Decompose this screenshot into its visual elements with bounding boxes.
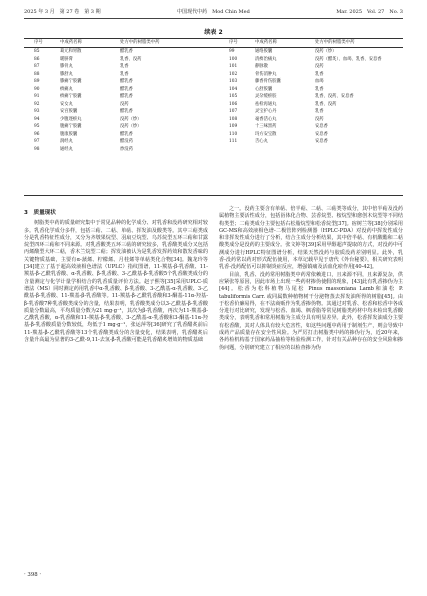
cell-name: 膝痛宁胶囊 [60,79,82,84]
table-row [219,108,409,116]
cell-proc: 安息香 [315,124,328,129]
cell-name: 腹康胶囊 [60,131,78,137]
cell-proc: 乳香 [315,71,324,77]
cell-proc: 没药（醋炙）、血竭、乳香、安息香 [315,56,382,62]
cell-proc: 没药 [120,101,129,107]
table-row [24,78,214,86]
cell-proc: 血竭 [315,79,324,84]
cell-no: 105 [229,94,238,99]
cell-proc: 醋乳香 [120,49,133,54]
cell-name: 玛方安宝散 [255,131,277,137]
cell-no: 85 [34,49,40,54]
table-row [24,63,214,71]
cell-name: 静脉散 [255,64,268,69]
cell-proc: 醋乳香 [120,86,133,92]
cell-proc: 醋乳香 [120,94,133,99]
cell-no: 107 [229,109,238,114]
table-row [24,86,214,94]
cell-proc: 乳香 [120,64,129,69]
cell-no: 92 [34,101,40,107]
table-row [219,78,409,86]
table-row [24,56,214,64]
cell-name: 安宫胶囊 [60,109,78,114]
cell-name: 暖脐膏 [60,56,73,62]
header-no: 序号 [229,40,238,45]
journal-issue-en: Mar. 2025 Vol. 27 No. 3 [336,9,403,15]
cell-proc: 乳香 [315,86,324,92]
cell-proc: 醋乳香 [120,131,133,137]
table-row [24,138,214,146]
body-column-left [24,206,208,344]
table-row [219,63,409,71]
cell-no: 93 [34,109,40,114]
cell-name: 清痹治痛丸 [255,56,277,62]
table-row [219,86,409,94]
cell-proc: 没药 [315,64,324,69]
table-left-half [24,38,214,152]
running-header [24,7,403,19]
cell-no: 106 [229,101,238,107]
cell-no: 108 [229,116,238,122]
header-name: 中成药名称 [255,40,277,45]
cell-name: 安女丸 [60,101,73,107]
cell-proc: 乳香 [120,71,129,77]
cell-name: 腹痛宁胶囊 [60,124,82,129]
cell-no: 89 [34,79,40,84]
cell-no: 90 [34,86,40,92]
cell-name: 膝骨丸 [60,64,73,69]
cell-name: 痹痛宁胶囊 [60,94,82,99]
cell-proc: 乳香、没药 [315,101,337,107]
table-row [219,56,409,64]
cell-name: 灵杂缓瘀胶 [255,94,277,99]
section-heading: 3 质量现状 [24,210,56,216]
cell-proc: 乳香、没药 [120,56,142,62]
cell-name: 通络胶囊 [255,49,273,54]
table-row [24,93,214,101]
cell-proc: 安息香 [315,131,328,137]
cell-name: 骨伤消肿丸 [255,71,277,77]
cell-no: 99 [229,49,235,54]
cell-name: 痹痛丸 [60,86,73,92]
journal-issue: 2025 年 3 月 第 27 卷 第 3 期 [24,9,101,15]
cell-name: 十三味黑药 [255,124,277,129]
header-proc: 处方中的树脂类中药 [120,40,160,45]
cell-no: 111 [229,139,238,144]
table-row [219,116,409,124]
cell-name: 灵宝护心丹 [255,109,277,114]
table-header-row [24,38,214,47]
table-row [24,146,214,154]
table-row [219,138,409,146]
cell-no: 86 [34,56,40,62]
cell-name: 舌心丸 [255,139,268,144]
paragraph: 目前，乳香、没药常用树脂类中药常依赖进口，且来源不同，且来源复杂，供应紧张等原因，因此市场上出现一些药材掺伪使假的现象，[43]此有乳香掺伪为主[44]。松香为松科植物马尾松 Pinus massoniana Lamb和油松 P. tabuliformis Carr. 或同属数种植物树干分泌物蒸去挥发油所得的树脂[45]。由于松香价廉易得，在不法商贩作为乳香掺伪物。其通过对乳香、松香和松香中各成分进行对比研究，发现与松香、血竭、枫香脂等常见树脂类药材中均未检出乳香酸类成分，表明乳香和常用树脂为主成分具有明显差异。此外，松香挥发油成分主要有松香酸，其对人体具有较大危害性，如这些问题中药用于制剂生产，则会导致中成药产品质量存在安全性风险。为严厉打击树脂类中药的掺伪行为，近20年来，各药检机构基于国家药品抽检等检验检测工作，针对有关品种存在的安全风险和掺伪问题，分别研究建立了相应的以检查掺为伪 [219,271,403,351]
header-no: 序号 [34,40,43,45]
table-row [24,123,214,131]
cell-no: 110 [229,131,238,137]
table-row [24,131,214,139]
cell-no: 97 [34,139,40,144]
table-row [219,101,409,109]
cell-name: 少腹逐瘀丸 [60,116,82,122]
cell-no: 103 [229,79,238,84]
table-row [24,71,214,79]
cell-no: 100 [229,56,238,62]
cell-proc: 炒没药 [120,146,133,152]
cell-no: 95 [34,124,40,129]
cell-no: 109 [229,124,238,129]
table-row [219,93,409,101]
cell-proc: 没药（炒） [120,116,142,122]
cell-no: 87 [34,64,40,69]
cell-no: 96 [34,131,40,137]
cell-name: 祛栓再通丸 [255,101,277,107]
cell-no: 94 [34,116,40,122]
body-column-right [219,206,403,352]
cell-name: 葛元和胃散 [60,49,82,54]
cell-proc: 安息香 [315,139,328,144]
cell-proc: 醋乳香 [120,109,133,114]
cell-name: 心舒胶囊 [255,86,273,92]
cell-proc: 没药（炒） [315,49,337,54]
table-row [24,108,214,116]
table-title: 续表 2 [204,29,223,36]
cell-proc: 醋乳香 [120,79,133,84]
prescription-table [24,38,403,196]
cell-proc: 没药 [315,116,324,122]
cell-name: 藤香骨伤胶囊 [255,79,281,84]
cell-no: 101 [229,64,238,69]
journal-name: 中国现代中药 Mod Chin Med [177,9,250,15]
page-number: · 398 · [24,572,42,578]
cell-proc: 醋没药 [120,139,133,144]
table-right-body [219,48,409,146]
header-name: 中成药名称 [60,40,82,45]
cell-no: 88 [34,71,40,77]
cell-no: 104 [229,86,238,92]
table-row [219,71,409,79]
table-left-body [24,48,214,153]
table-header-row [219,38,409,47]
cell-name: 毫香活心丸 [255,116,277,122]
header-proc: 处方中的树脂类中药 [315,40,355,45]
paragraph: 树脂类中药的质量研究集中于常见品种的化学成分、对乳香和没药研究相对较多。乳香化学成分多样，包括三萜、二萜、单萜、挥发油及酸类等。其中三萜类成分是乳香特征性成分，又分为齐墩果烷型、羽扇豆烷型、乌苏烷型五环三萜和甘露烷型四环三萜和不同来源。对乳香酸类五环三萜的研究较多，乳香酸类成分又包括丙烯酸型大环二萜，香木兰烷型二萜；挥发油被认为是乳香发挥药效和散发香味的关键物质基础，主要有α-蒎烯、柠檬烯、月桂烯等单萜类化合物[34]。魏龙玲等[34]建立了基于超高效液相色谱法（UPLC）指纹图谱，11-羰基-β-乳香酸、11-羰基-β-乙酰乳香酸、α-乳香酸、β-乳香酸、3-乙酰基-β-乳香酸5个乳香酸类成分的含量测定与化学计量学相结合的乳香质量评价方法。赵子熙等[35]采用UPLC-质谱法（MS）同时测定药用乳香中α-乳香酸、β-乳香酸、3-乙酰基-α-乳香酸、3-乙酰基-β-乳香酸、11-羰基-β-乳香酸等。11-羰基-β-乙酰乳香酸和3-酮基-11α-羟基-β-乳香酸7种乳香酸类成分的含量，结果表明，乳香酸类成分以3-乙酰基-β-乳香酸质量分数最高，平均质量分数为21 mg·g⁻¹，其次为β-乳香酸，再次为11-羰基-β-乙酰乳香酸，α-乳香酸和11-羰基-β-乳香酸、3-乙酰基-α-乳香酸和3-酮基-11α-羟基-β-乳香酸质量分数较低，均低于1 mg·g⁻¹，张运萍等[36]研究了乳香醋炙前后11-羰基-β-乙酰乳香酸等13个乳香酸类成分的含量变化，结果表明，乳香醋炙后含量升高最为显著的3-乙酰-9,11-去氢-β-乳香酸可能是乳香醋炙增效的物质基础 [24,220,208,344]
paragraph: 之一。没药主要含有单萜、倍半萜、二萜、三萜类等成分，其中倍半萜及没药属植物主要活性成分，包括甾体化合物、芸香烷型、桉烷型和愈创木烷型等不同结构类型；二萜类成分主要包括右松脂烷型和松香烷型[37]。宿树兰等[38]分别采用GC-MS和高效液相色谱-二极管阵列检测器（HPLC-PDA）对没药中挥发性成分和非挥发性成分进行了分析，结合主成分分析结果，其中倍半萜、有机酸酯和二萜酸类成分是没药的主要成分。张文婷等[39]采用甲醇超声提取的方式，对没药中可测成分进行HPLC特征图谱分析，结果天然没药与胶质没药差别明显。此外，乳香-没药常以药对形式配伍使用，本草记载早见于唐代《外台秘要》，相关研究表明乳香-没药配伍可以抑制炎症反应，增强镇痛及活血化瘀作用[40-42]。 [219,206,403,271]
table-row [24,116,214,124]
cell-name: 膝舒丸 [60,71,73,77]
cell-no: 91 [34,94,40,99]
table-row [24,101,214,109]
cell-proc: 没药（炒） [120,124,142,129]
cell-proc: 乳香、没药、安息香 [315,94,354,99]
cell-name: 通经丸 [60,146,73,152]
table-row [24,48,214,56]
table-right-half [219,38,409,144]
table-row [219,123,409,131]
cell-name: 润经丸 [60,139,73,144]
table-row [219,131,409,139]
table-row [219,48,409,56]
cell-no: 102 [229,71,238,77]
cell-proc: 乳香 [315,109,324,114]
cell-no: 98 [34,146,40,152]
